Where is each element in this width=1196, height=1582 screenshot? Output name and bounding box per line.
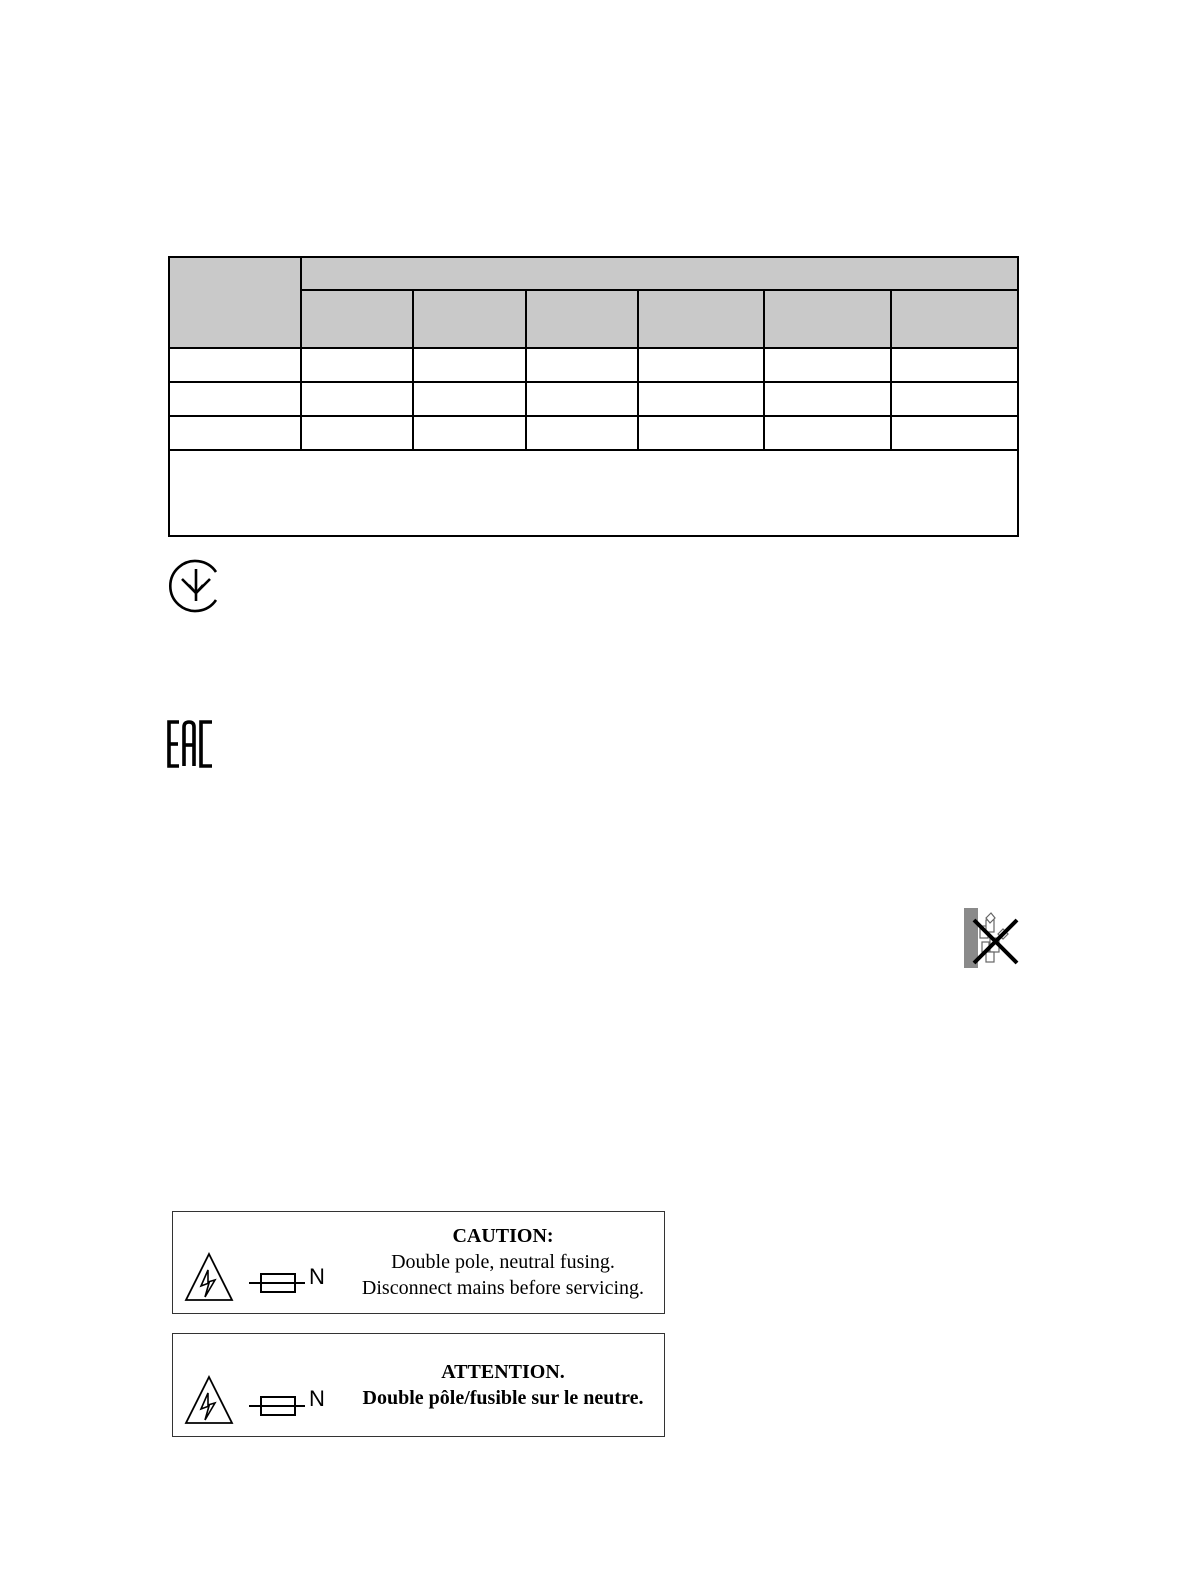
attention-title: ATTENTION. — [441, 1361, 565, 1383]
eac-mark-icon — [166, 719, 216, 769]
caution-title: CAUTION: — [452, 1225, 554, 1247]
fuse-icon — [247, 1391, 307, 1421]
fuse-neutral-letter: N — [309, 1264, 325, 1289]
substances-table — [168, 256, 1019, 537]
attention-line-1: Double pôle/fusible sur le neutre. — [362, 1387, 644, 1409]
caution-text — [343, 1223, 663, 1301]
electric-shock-warning-icon — [184, 1252, 234, 1302]
hazardous-substances-table — [168, 256, 1017, 540]
ukrainian-conformity-mark-icon — [166, 557, 222, 614]
table-header-cell — [301, 290, 413, 348]
table-header-cell — [638, 290, 764, 348]
table-row — [169, 382, 1018, 416]
table-header-cell — [891, 290, 1018, 348]
table-row — [169, 348, 1018, 382]
attention-text — [343, 1359, 663, 1411]
table-header-cell — [526, 290, 638, 348]
caution-line-2: Disconnect mains before servicing. — [361, 1277, 645, 1299]
table-header-cell — [764, 290, 891, 348]
caution-label — [172, 1211, 665, 1314]
electric-shock-warning-icon — [184, 1375, 234, 1425]
fuse-icon — [247, 1268, 307, 1298]
fuse-neutral-letter: N — [309, 1386, 325, 1411]
table-header-part-name — [169, 257, 301, 348]
table-header-substances — [301, 257, 1018, 290]
table-note-row — [169, 450, 1018, 536]
caution-line-1: Double pole, neutral fusing. — [391, 1251, 615, 1273]
attention-label — [172, 1333, 665, 1437]
table-header-cell — [413, 290, 526, 348]
table-row — [169, 416, 1018, 450]
no-wall-mount-icon — [962, 908, 1022, 970]
